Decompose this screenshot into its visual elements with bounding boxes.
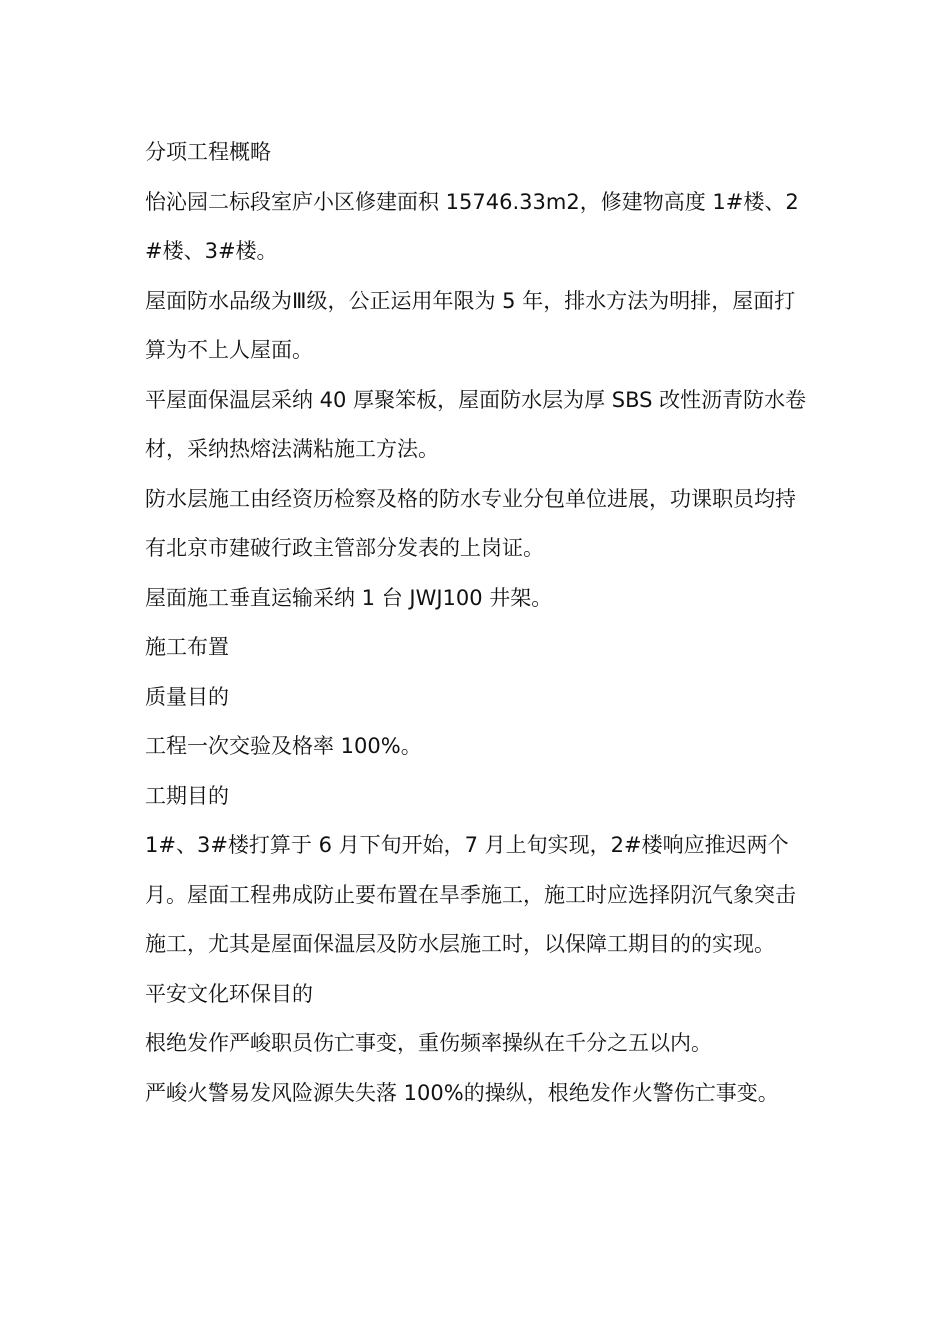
paragraph-subcontractor: 防水层施工由经资历检察及格的防水专业分包单位进展，功课职员均持有北京市建破行政主管部分发表的上岗证。 [145,486,796,560]
paragraph-schedule-target: 1#、3#楼打算于 6 月下旬开始，7 月上旬实现，2#楼响应推迟两个月。屋面工程弗成防止要布置在旱季施工，施工时应选择阴沉气象突击施工，尤其是屋面保温层及防水层施工时，以保障工期目的的实现。 [145,833,796,956]
document-body [145,128,815,1118]
paragraph-insulation-layer: 平屋面保温层采纳 40 厚聚笨板，屋面防水层为厚 SBS 改性沥青防水卷材，采纳热熔法满粘施工方法。 [145,387,807,461]
paragraph-safety-target: 根绝发作严峻职员伤亡事变，重伤频率操纵在千分之五以内。 [145,1031,712,1055]
paragraph-building-area: 怡沁园二标段室庐小区修建面积 15746.33m2，修建物高度 1#楼、2#楼、3#楼。 [145,189,799,263]
section-heading-schedule: 工期目的 [145,783,229,808]
paragraph-fire-target: 严峻火警易发风险源失失落 100%的操纵，根绝发作火警伤亡事变。 [145,1080,779,1105]
section-heading-quality: 质量目的 [145,684,229,709]
section-heading-safety: 平安文化环保目的 [145,981,313,1006]
paragraph-quality-target: 工程一次交验及格率 100%。 [145,734,422,758]
section-heading-arrangement: 施工布置 [145,635,229,659]
section-heading-overview: 分项工程概略 [145,140,271,164]
paragraph-waterproof-grade: 屋面防水品级为Ⅲ级，公正运用年限为 5 年，排水方法为明排，屋面打算为不上人屋面。 [145,288,796,362]
paragraph-vertical-transport: 屋面施工垂直运输采纳 1 台 JWJ100 井架。 [145,585,553,610]
